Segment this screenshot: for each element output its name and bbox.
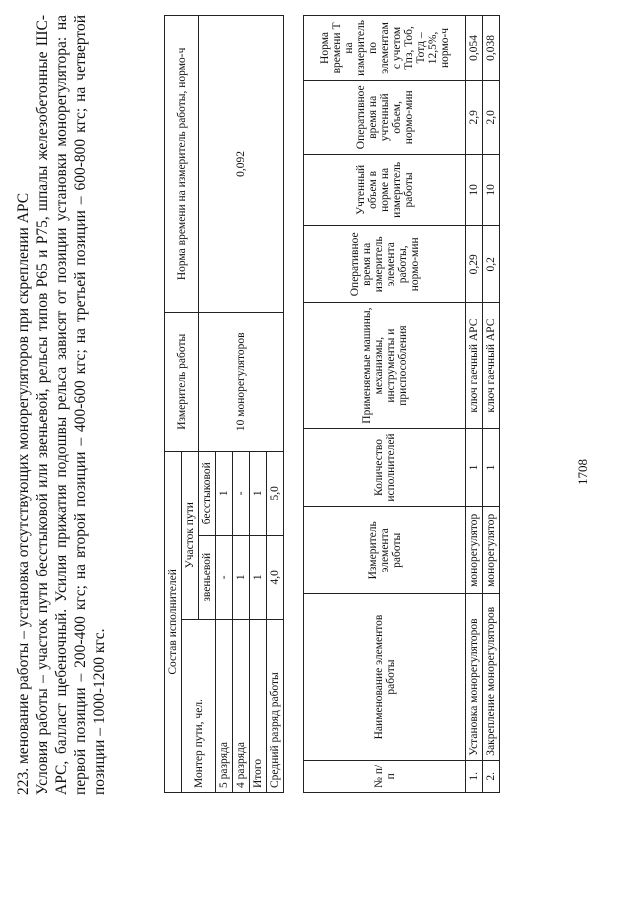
cell-meter: монорегулятор [466, 507, 483, 594]
page-number: 1708 [575, 459, 590, 485]
cell-name: Закрепление монорегуляторов [483, 594, 500, 760]
norm-header: Норма времени на измеритель работы, нормо-ч [165, 16, 199, 313]
work-elements-table [303, 15, 500, 793]
meter-value: 10 монорегуляторов [199, 312, 284, 451]
crew-row-label: 5 разряда [216, 619, 233, 792]
col-optime-header: Оперативное время на измеритель элемента работы, нормо-мин [304, 226, 466, 303]
col-vol-header: Учтенный объем в норме на измеритель работы [304, 154, 466, 226]
cell-opvol: 2,0 [483, 80, 500, 154]
heading-title: 223. менование работы – установка отсутствующих монорегуляторов при скреплении АРС [15, 192, 32, 795]
col-num-header: № п/п [304, 760, 466, 792]
crew-cell: 1 [216, 451, 233, 535]
crew-header: Состав исполнителей [165, 451, 182, 792]
cell-qty: 1 [466, 428, 483, 507]
crew-row-label: 4 разряда [233, 619, 250, 792]
crew-cell: 1 [250, 451, 267, 535]
table-row [466, 16, 483, 793]
crew-cell: - [216, 535, 233, 619]
col-tools-header: Применяемые машины, механизмы, инструменты и приспособления [304, 303, 466, 428]
norm-value: 0,092 [199, 16, 284, 313]
cell-name: Установка монорегуляторов [466, 594, 483, 760]
heading-conditions: Условия работы – участок пути бесстыковой или звеньевой, рельсы типов Р65 и Р75, шпалы железобетонные ШС-АРС, балласт щебеночный. Усилия прижатия подошвы рельса зависят от позиции установки монорегулятора: на первой позиции – 200-400 кгс; на второй позиции – 400-600 кгс; на третьей позиции – 600-800 кгс; на четвертой позиции – 1000-1200 кгс. [34, 15, 108, 795]
cell-opvol: 2,9 [466, 80, 483, 154]
col-opvol-header: Оперативное время на учтенный объем, нормо-мин [304, 80, 466, 154]
crew-table [164, 15, 284, 793]
cell-norm: 0,054 [466, 16, 483, 81]
crew-cell: 5,0 [267, 451, 284, 535]
col-norm-header: Норма времени Т на измеритель по элементам с учетом Тпз, Тоб, Тотд – 12,5%, нормо-ч [304, 16, 466, 81]
crew-row-label: Монтер пути, чел. [182, 619, 216, 792]
crew-row-label: Средний разряд работы [267, 619, 284, 792]
crew-row-label: Итого [250, 619, 267, 792]
col-name-header: Наименование элементов работы [304, 594, 466, 760]
col-link: звеньевой [199, 535, 216, 619]
cell-tools: ключ гаечный АРС [483, 303, 500, 428]
meter-header: Измеритель работы [165, 312, 199, 451]
cell-vol: 10 [466, 154, 483, 226]
work-heading [14, 15, 109, 795]
crew-cell: - [233, 451, 250, 535]
col-cwr: бесстыковой [199, 451, 216, 535]
cell-num: 1. [466, 760, 483, 792]
cell-optime: 0,2 [483, 226, 500, 303]
cell-norm: 0,038 [483, 16, 500, 81]
crew-cell: 4,0 [267, 535, 284, 619]
section-header: Участок пути [182, 451, 199, 619]
crew-cell: 1 [250, 535, 267, 619]
col-meter-header: Измеритель элемента работы [304, 507, 466, 594]
cell-vol: 10 [483, 154, 500, 226]
cell-qty: 1 [483, 428, 500, 507]
cell-optime: 0,29 [466, 226, 483, 303]
cell-tools: ключ гаечный АРС [466, 303, 483, 428]
col-qty-header: Количество исполнителей [304, 428, 466, 507]
cell-meter: монорегулятор [483, 507, 500, 594]
table-row [483, 16, 500, 793]
cell-num: 2. [483, 760, 500, 792]
crew-cell: 1 [233, 535, 250, 619]
